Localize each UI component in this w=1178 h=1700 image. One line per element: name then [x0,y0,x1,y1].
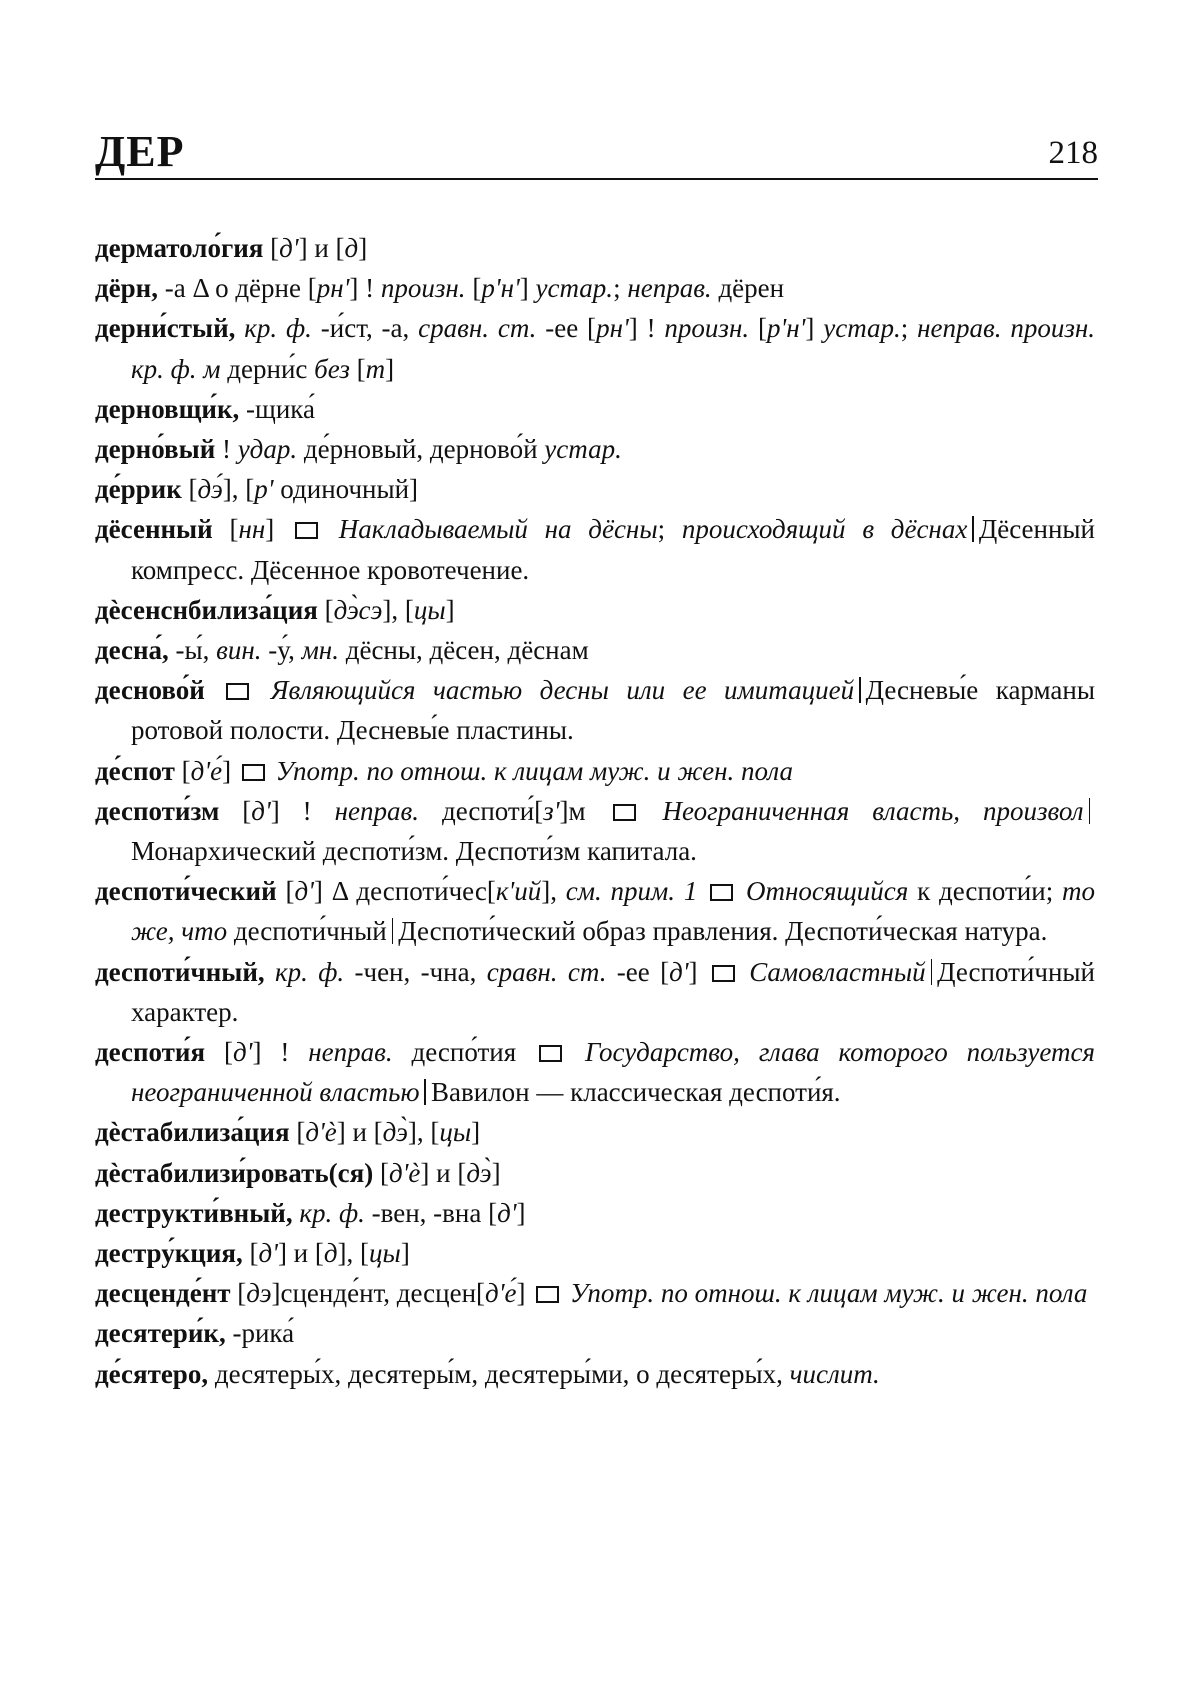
dictionary-entry [95,1193,1095,1233]
entry-text: к деспоти́и; [908,876,1062,907]
entry-text: -у́, [261,635,302,666]
page-header [95,112,1098,180]
entry-text: -и́ст, -а, [311,313,419,344]
italic-note: дэ̀ [466,1157,492,1188]
italic-note: произн. [664,313,750,344]
italic-note: числит. [789,1358,880,1389]
italic-note: дэ̀сэ [333,594,383,625]
italic-note: Государство, глава которого пользуется неограниченной властью [131,1037,1095,1108]
italic-note: устар. [535,273,614,304]
entry-text: дерни́с [220,353,315,384]
example-separator [972,516,974,542]
entry-text: -ы́, [168,635,217,666]
dictionary-entry [95,630,1095,670]
entry-text: ] и [ [420,1157,467,1188]
entry-text: деспо́тия [392,1037,536,1068]
dictionary-entry [95,1273,1095,1313]
entry-text: Монархический деспоти́зм. Деспоти́зм капитала. [131,836,697,867]
entry-text: ] [805,313,824,344]
entry-text: ] [265,514,292,545]
box-icon [539,1045,562,1062]
dictionary-entries [95,228,1095,1394]
example-separator [931,959,933,985]
entry-text: ] [358,233,368,263]
entry-text: -вен, -вна [ [364,1197,498,1228]
headword: дестру́кция, [95,1238,243,1269]
entry-text: [ [181,474,198,505]
box-icon [295,522,318,539]
italic-note: р' [254,474,274,505]
italic-note: рн' [596,313,629,344]
dictionary-entry [95,308,1095,388]
dictionary-entry [95,1032,1095,1112]
entry-text: [ [289,1117,306,1148]
headword: дёсенный [95,514,213,545]
dictionary-entry [95,1233,1095,1273]
headword: деспоти́чный, [95,956,265,987]
italic-note: цы [369,1238,401,1269]
entry-text: Вавилон — классическая деспоти́я. [430,1077,841,1108]
italic-note: Являющийся частью десны или ее имитацией [253,675,855,706]
entry-text: [ [373,1157,389,1188]
italic-note: р'н' [481,273,520,304]
dictionary-entry [95,389,1095,429]
dictionary-entry [95,1153,1095,1193]
italic-note: д [344,233,359,263]
headword: дерни́стый, [95,313,236,344]
box-icon [710,884,733,901]
entry-text: [ [219,795,252,826]
headword: де́ррик [95,474,182,505]
italic-note: удар. [237,434,298,465]
headword: де́сятеро, [95,1358,209,1389]
entry-text: Деспоти́ческий образ правления. Деспоти́ческая натура. [398,916,1048,947]
entry-text: [ [174,755,191,786]
entry-text: ! [215,434,238,465]
italic-note: д' [497,1197,517,1228]
italic-note: мн. [301,635,339,666]
entry-text: ; [613,273,628,304]
headword: дерно́вый [95,434,216,465]
entry-text [697,876,706,906]
entry-text [235,313,244,343]
entry-text: деспоти́[ [419,795,544,826]
italic-note: вин. [216,635,262,666]
entry-text: [ [349,353,366,384]
italic-note: Употр. по отнош. к лицам муж. и жен. пола [268,755,793,786]
italic-note: без [314,353,350,384]
entry-text: ] [471,1117,481,1148]
entry-text: ] и [ [277,1238,324,1269]
entry-text: дёрен [711,273,785,304]
box-icon [226,683,249,700]
dictionary-entry [95,1112,1095,1152]
dictionary-entry [95,228,1095,268]
dictionary-entry [95,871,1095,951]
italic-note: сравн. ст. [486,956,607,987]
dictionary-entry [95,1313,1095,1353]
box-icon [242,764,265,781]
dictionary-entry [95,1354,1095,1394]
italic-note: неправ. [334,795,419,826]
entry-text: ] [445,594,455,625]
italic-note: неправ. произн. кр. ф. м [131,313,1096,384]
entry-text: [ [465,273,482,304]
entry-text: Дёсенный компресс. Дёсенное кровотечение. [131,514,1095,585]
entry-text: де́рновый, дерново́й [297,434,545,465]
italic-note: Употр. по отнош. к лицам муж. и жен. пола [563,1278,1088,1309]
italic-note: д [323,1238,338,1269]
headword: дѐстабилиза́ция [95,1117,290,1148]
italic-note: д'ѐ [305,1117,337,1148]
page-number: 218 [1048,135,1098,171]
dictionary-entry [95,509,1095,589]
dictionary-entry [95,670,1095,750]
italic-note: дэ́ [197,474,223,505]
entry-text: ] ! [270,795,335,826]
dictionary-entry [95,469,1095,509]
entry-text: ]м [559,795,609,826]
entry-text: -а Δ о дёрне [ [157,273,317,304]
italic-note: р'н' [766,313,806,344]
italic-note: цы [413,594,446,625]
entry-text: ] [400,1238,410,1269]
entry-text: [ [276,876,295,907]
headword: десценде́нт [95,1278,231,1309]
entry-text: ], [ [407,1117,440,1148]
entry-text: Десневы́е карманы ротовой полости. Десневы́е пластины. [131,675,1095,746]
running-head: ДЕР [95,127,185,176]
entry-text: ]сценде́нт, десцен[ [271,1278,486,1309]
entry-text: ] ! [252,1037,309,1068]
entry-text: ], [ [382,594,414,625]
italic-note: кр. ф. [299,1197,365,1228]
dictionary-entry [95,952,1095,1032]
example-separator [424,1079,426,1105]
italic-note: см. прим. 1 [565,876,698,907]
italic-note: дэ̀ [382,1117,408,1148]
entry-text: -ее [ [606,956,670,987]
dictionary-entry [95,751,1095,791]
entry-text: ], [ [337,1238,370,1269]
entry-text: [ [205,1037,233,1068]
entry-text: -щика́ [239,393,315,424]
italic-note: происходящий в дёснах [681,514,968,545]
headword: дёрн, [95,273,158,304]
entry-text: дёсны, дёсен, дёснам [338,635,589,666]
headword: дерновщи́к, [95,393,240,424]
headword: дерматоло́гия [95,233,264,263]
entry-text: ; [657,514,682,545]
entry-text: ] [385,353,395,384]
italic-note: цы [439,1117,472,1148]
box-icon [712,965,735,982]
entry-text: ], [541,876,566,907]
headword: десна́, [95,635,169,666]
italic-note: рн' [316,273,350,304]
example-separator [1089,798,1091,824]
entry-text: ; [900,313,918,344]
entry-text: ] [688,956,708,987]
entry-text: -ее [ [536,313,597,344]
italic-note: устар. [544,434,622,465]
italic-note: д' [669,956,689,987]
italic-note: д'е́ [190,755,223,786]
italic-note: к'ий [495,876,542,907]
entry-text: [ [242,1238,259,1269]
italic-note: д' [258,1238,278,1269]
italic-note: д' [251,795,271,826]
entry-text: ] и [ [298,233,345,263]
entry-text: деспоти́чный [227,916,387,947]
italic-note: д' [233,1037,253,1068]
entry-text [265,957,275,987]
italic-note: нн [238,514,266,545]
entry-text: одиночный] [273,474,419,505]
entry-text: ] [516,1197,526,1228]
italic-note: неправ. [627,273,712,304]
headword: дѐсенснбилиза́ция [95,594,318,625]
italic-note: з' [543,795,560,826]
headword: дѐстабилизи́ровать(ся) [95,1157,374,1188]
italic-note: д'ѐ [388,1157,421,1188]
dictionary-entry [95,429,1095,469]
entry-text: ] [519,273,536,304]
italic-note: д'е́ [485,1278,517,1309]
entry-text: [ [212,514,239,545]
entry-text: ] и [ [336,1117,383,1148]
italic-note: произн. [380,273,466,304]
italic-note: Накладываемый на дёсны [322,514,658,545]
italic-note: д' [294,876,314,907]
entry-text: ], [ [222,474,255,505]
headword: деспоти́я [95,1037,206,1068]
entry-text: [ [230,1278,247,1309]
dictionary-entry [95,791,1095,871]
headword: де́спот [95,755,175,786]
entry-text: ] [222,755,238,786]
entry-text: ] [491,1157,501,1188]
italic-note: кр. ф. [244,313,312,344]
dictionary-entry [95,268,1095,308]
italic-note: Неограниченная власть, произвол [639,795,1084,826]
headword: десятери́к, [95,1318,226,1349]
example-separator [392,918,394,944]
italic-note: неправ. [308,1037,393,1068]
headword: деспоти́ческий [95,876,277,907]
italic-note: Относящийся [737,876,909,907]
italic-note: Самовластный [738,956,926,987]
example-separator [859,677,861,703]
entry-text [205,675,222,705]
entry-text: [ [317,594,334,625]
italic-note: д' [279,233,299,263]
headword: деструкти́вный, [95,1197,293,1228]
italic-note: то же, что [131,876,1095,947]
dictionary-entry [95,590,1095,630]
entry-text: -чен, -чна, [344,956,487,987]
entry-text: ] Δ деспоти́чес[ [313,876,496,907]
box-icon [613,804,636,821]
entry-text: Деспоти́чный характер. [131,956,1096,1027]
entry-text: ] ! [628,313,665,344]
entry-text: [ [749,313,767,344]
italic-note: кр. ф. [275,956,345,987]
entry-text: [ [263,233,280,263]
entry-text: ] ! [349,273,381,304]
italic-note: устар. [823,313,901,344]
entry-text: -рика́ [225,1318,295,1349]
headword: десново́й [95,675,205,706]
entry-text: десятеры́х, десятеры́м, десятеры́ми, о десятеры́х, [208,1358,790,1389]
italic-note: т [365,353,386,384]
entry-text: ] [516,1278,533,1309]
italic-note: дэ [246,1278,272,1309]
italic-note: сравн. ст. [418,313,537,344]
headword: деспоти́зм [95,795,220,826]
box-icon [536,1286,559,1303]
